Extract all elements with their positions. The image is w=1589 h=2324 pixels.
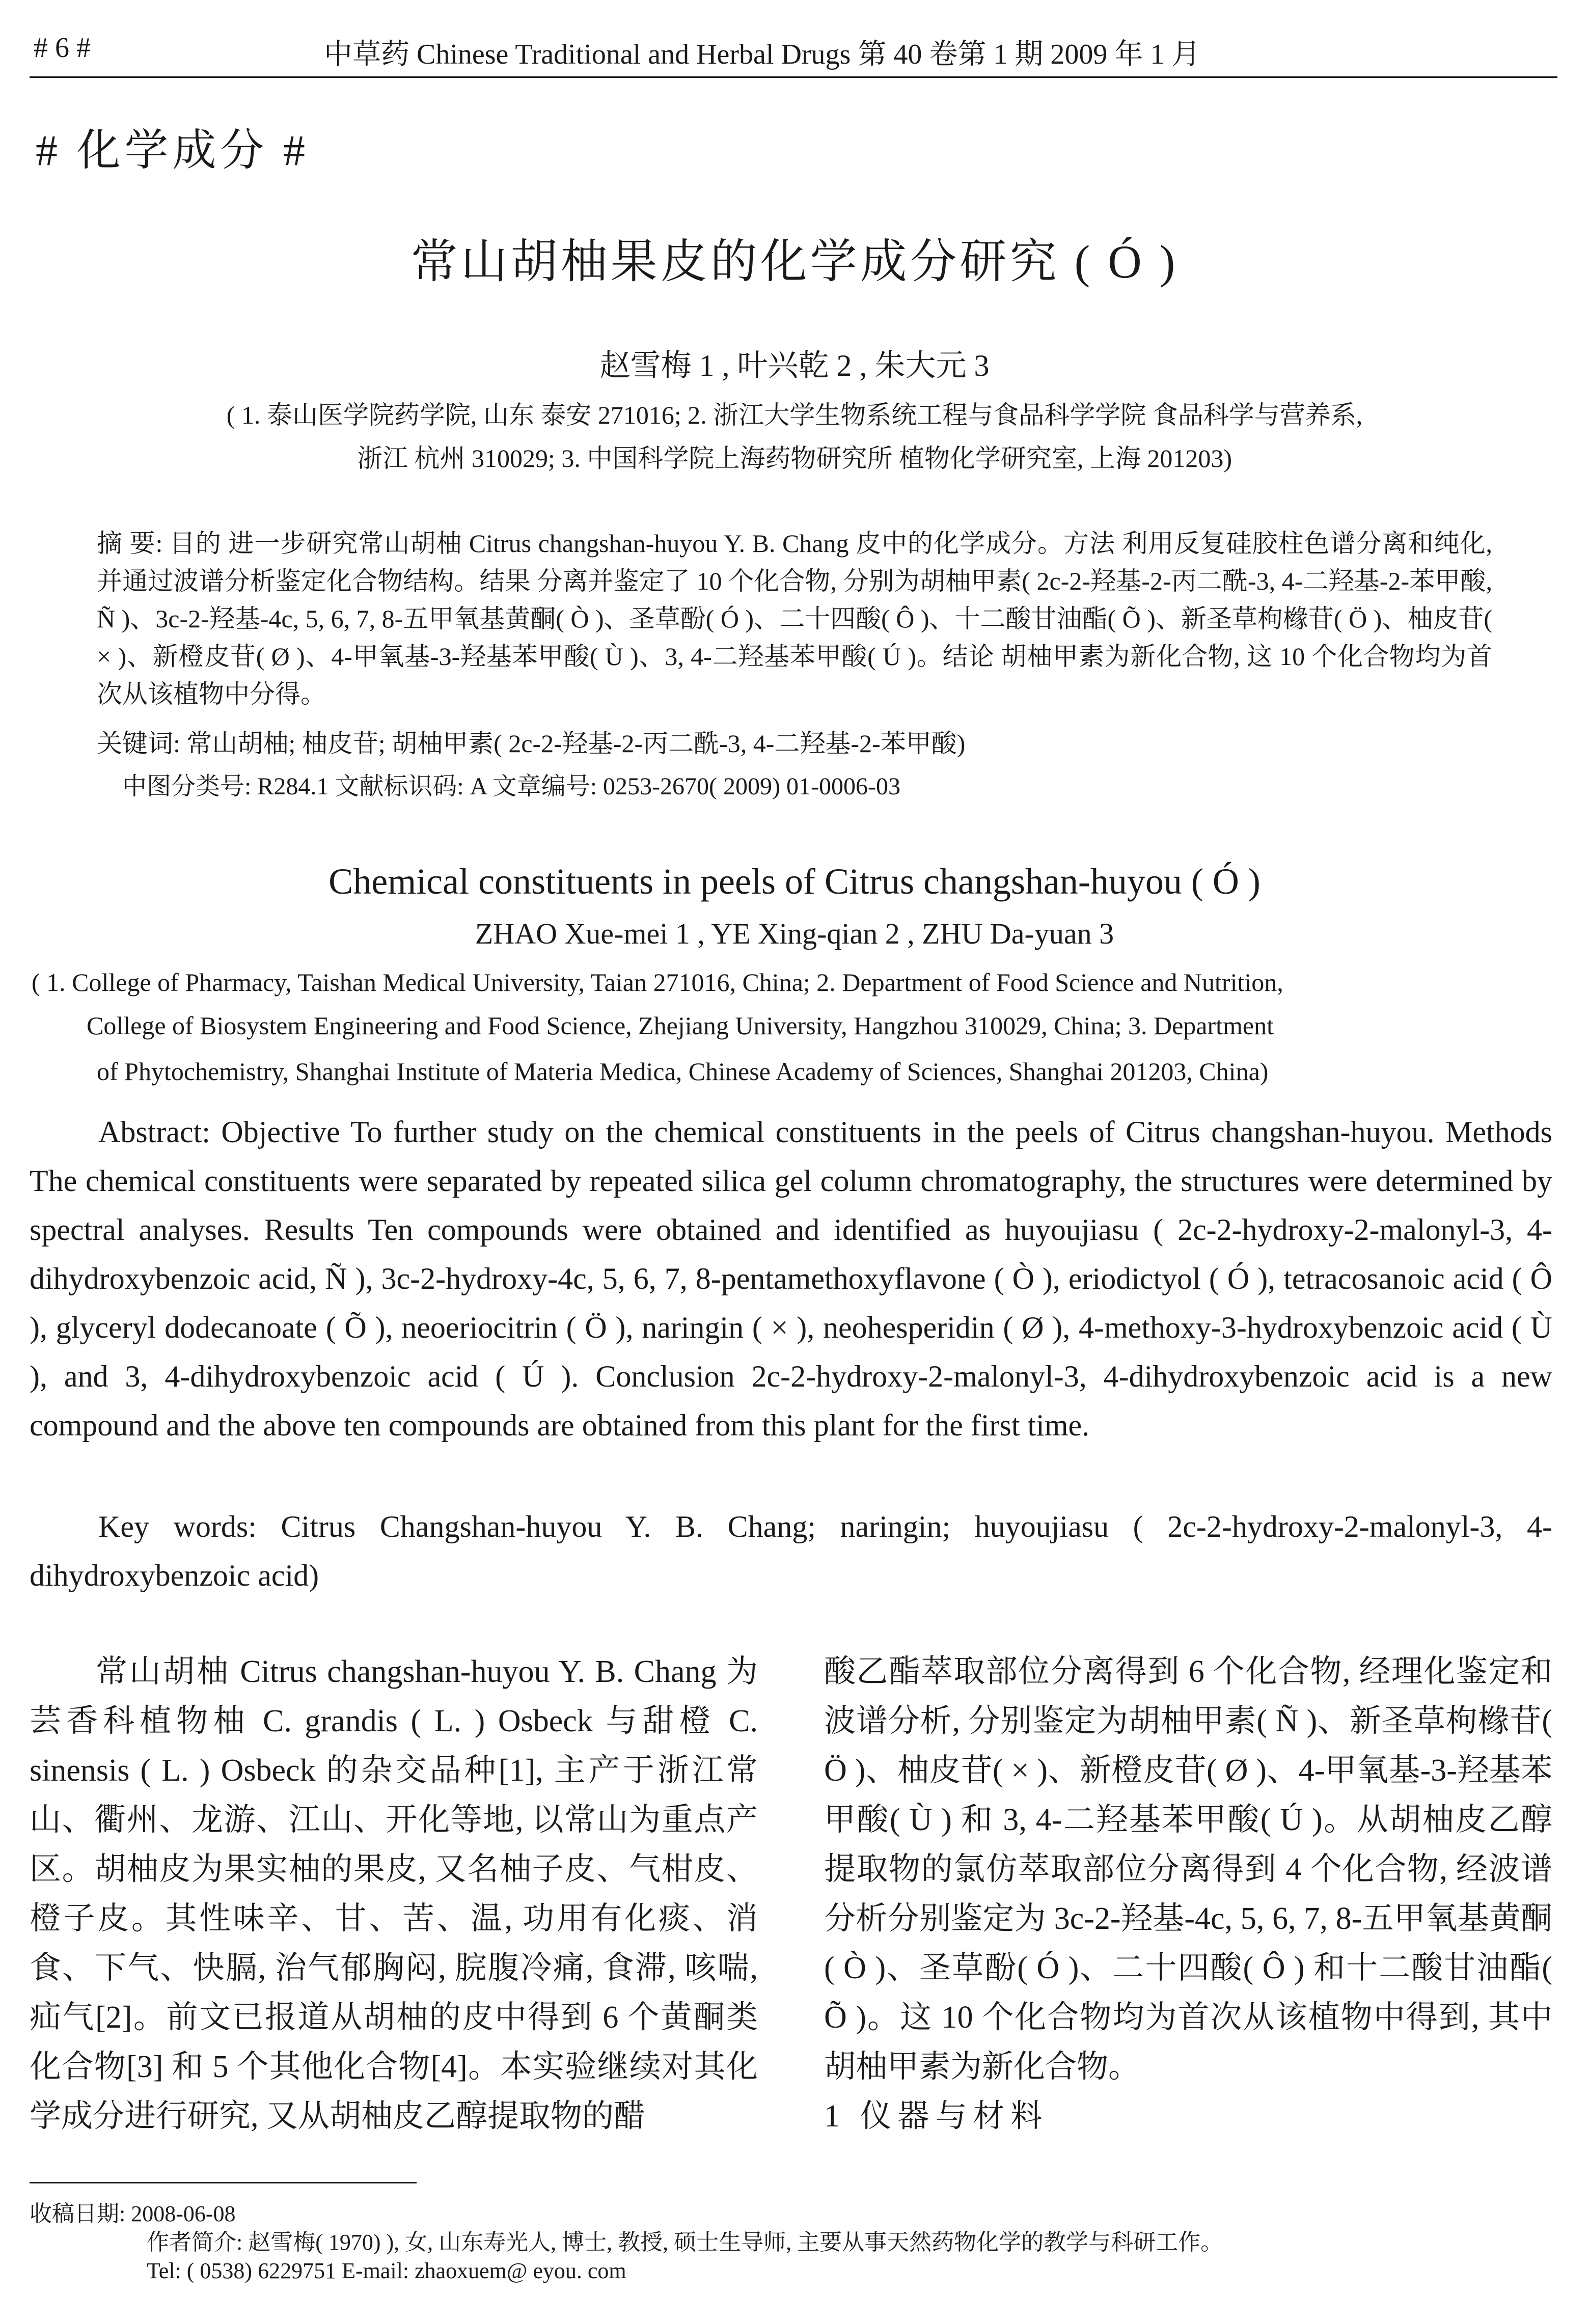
affiliation-chinese: 浙江 杭州 310029; 3. 中国科学院上海药物研究所 植物化学研究室, 上海 201203) <box>357 444 1232 473</box>
running-header <box>34 32 1556 72</box>
abstract-chinese <box>97 524 1492 713</box>
footnote-received: 收稿日期: 2008-06-08 <box>30 2201 236 2226</box>
title-chinese: 常山胡柚果皮的化学成分研究 ( Ó ) <box>410 236 1179 288</box>
footnotes <box>30 2200 1456 2285</box>
classification-line: 中图分类号: R284.1 文献标识码: A 文章编号: 0253-2670( 2009) 01-0006-03 <box>122 773 900 800</box>
body-right-text: 酸乙酯萃取部位分离得到 6 个化合物, 经理化鉴定和波谱分析, 分别鉴定为胡柚甲素( Ñ )、新圣草枸橼苷( Ö )、柚皮苷( × )、新橙皮苷( Ø )、4-甲氧基-3-羟基苯甲酸( Ù ) 和 3, 4-二羟基苯甲酸( Ú )。从胡柚皮乙醇提取物的氯仿萃取部位分离得到 4 个化合物, 经波谱分析分别鉴定为 3c-2-羟基-4c, 5, 6, 7, 8-五甲氧基黄酮( Ò )、圣草酚( Ó )、二十四酸( Ô ) 和十二酸甘油酯( Õ )。这 10 个化合物均为首次从该植物中得到, 其中胡柚甲素为新化合物。 <box>824 1654 1552 2084</box>
authors-chinese: 赵雪梅 1 , 叶兴乾 2 , 朱大元 3 <box>599 349 990 382</box>
footnote-contact: Tel: ( 0538) 6229751 E-mail: zhaoxuem@ eyou. com <box>147 2258 626 2283</box>
authors-english: ZHAO Xue-mei 1 , YE Xing-qian 2 , ZHU Da-yuan 3 <box>475 917 1114 950</box>
abstract-english <box>30 1108 1552 1450</box>
journal-header: 中草药 Chinese Traditional and Herbal Drugs 第 40 卷第 1 期 2009 年 1 月 <box>324 39 1200 70</box>
keywords-english: Key words: Citrus Changshan-huyou Y. B. Chang; naringin; huyoujiasu ( 2c-2-hydroxy-2-malonyl-3, 4-dihydroxybenzoic acid) <box>30 1510 1552 1592</box>
affiliation-english: of Phytochemistry, Shanghai Institute of Materia Medica, Chinese Academy of Sciences, Shanghai 201203, China) <box>97 1057 1269 1086</box>
footnote-author: 作者简介: 赵雪梅( 1970) ), 女, 山东寿光人, 博士, 教授, 硕士生导师, 主要从事天然药物化学的教学与科研工作。 <box>147 2230 1223 2255</box>
body-column-right <box>824 1647 1552 2141</box>
abstract-english-text: Abstract: Objective To further study on the chemical constituents in the peels of Citrus changshan-huyou. Methods The chemical constituents were separated by repeated silica gel column chromatography, the structures were determined by spectral analyses. Results Ten compounds were obtained and identified as huyoujiasu ( 2c-2-hydroxy-2-malonyl-3, 4-dihydroxybenzoic acid, Ñ ), 3c-2-hydroxy-4c, 5, 6, 7, 8-pentamethoxyflavone ( Ò ), eriodictyol ( Ó ), tetracosanoic acid ( Ô ), glyceryl dodecanoate ( Õ ), neoeriocitrin ( Ö ), naringin ( × ), neohesperidin ( Ø ), 4-methoxy-3-hydroxybenzoic acid ( Ù ), and 3, 4-dihydroxybenzoic acid ( Ú ). Conclusion 2c-2-hydroxy-2-malonyl-3, 4-dihydroxybenzoic acid is a new compound and the above ten compounds are obtained from this plant for the first time. <box>30 1115 1552 1442</box>
title-english: Chemical constituents in peels of Citrus changshan-huyou ( Ó ) <box>328 861 1261 902</box>
abstract-chinese-text: 摘 要: 目的 进一步研究常山胡柚 Citrus changshan-huyou Y. B. Chang 皮中的化学成分。方法 利用反复硅胶柱色谱分离和纯化, 并通过波谱分析鉴定化合物结构。结果 分离并鉴定了 10 个化合物, 分别为胡柚甲素( 2c-2-羟基-2-丙二酰-3, 4-二羟基-2-苯甲酸, Ñ )、3c-2-羟基-4c, 5, 6, 7, 8-五甲氧基黄酮( Ò )、圣草酚( Ó )、二十四酸( Ô )、十二酸甘油酯( Õ )、新圣草枸橼苷( Ö )、柚皮苷( × )、新橙皮苷( Ø )、4-甲氧基-3-羟基苯甲酸( Ù )、3, 4-二羟基苯甲酸( Ú )。结论 胡柚甲素为新化合物, 这 10 个化合物均为首次从该植物中分得。 <box>97 529 1492 708</box>
keywords-chinese: 关键词: 常山胡柚; 柚皮苷; 胡柚甲素( 2c-2-羟基-2-丙二酰-3, 4-二羟基-2-苯甲酸) <box>97 729 966 758</box>
section-heading: 1 仪器与材料 <box>824 2099 1049 2134</box>
body-column-left: 常山胡柚 Citrus changshan-huyou Y. B. Chang 为芸香科植物柚 C. grandis ( L. ) Osbeck 与甜橙 C. sinensis ( L. ) Osbeck 的杂交品种[1], 主产于浙江常山、衢州、龙游、江山、开化等地, 以常山为重点产区。胡柚皮为果实柚的果皮, 又名柚子皮、气柑皮、橙子皮。其性味辛、甘、苦、温, 功用有化痰、消食、下气、快膈, 治气郁胸闷, 脘腹冷痛, 食滞, 咳喘, 疝气[2]。前文已报道从胡柚的皮中得到 6 个黄酮类化合物[3] 和 5 个其他化合物[4]。本实验继续对其化学成分进行研究, 又从胡柚皮乙醇提取物的醋 <box>30 1654 758 2134</box>
affiliation-chinese: ( 1. 泰山医学院药学院, 山东 泰安 271016; 2. 浙江大学生物系统工程与食品科学学院 食品科学与营养系, <box>226 401 1363 429</box>
affiliation-english: ( 1. College of Pharmacy, Taishan Medical University, Taian 271016, China; 2. Department of Food Science and Nutrition, <box>32 968 1283 997</box>
footnote-rule <box>30 2182 417 2183</box>
page-number: # 6 # <box>34 32 91 64</box>
header-rule <box>30 76 1557 78</box>
affiliation-english: College of Biosystem Engineering and Food Science, Zhejiang University, Hangzhou 310029, China; 3. Department <box>87 1011 1274 1040</box>
section-label: # 化学成分 # <box>36 126 309 175</box>
